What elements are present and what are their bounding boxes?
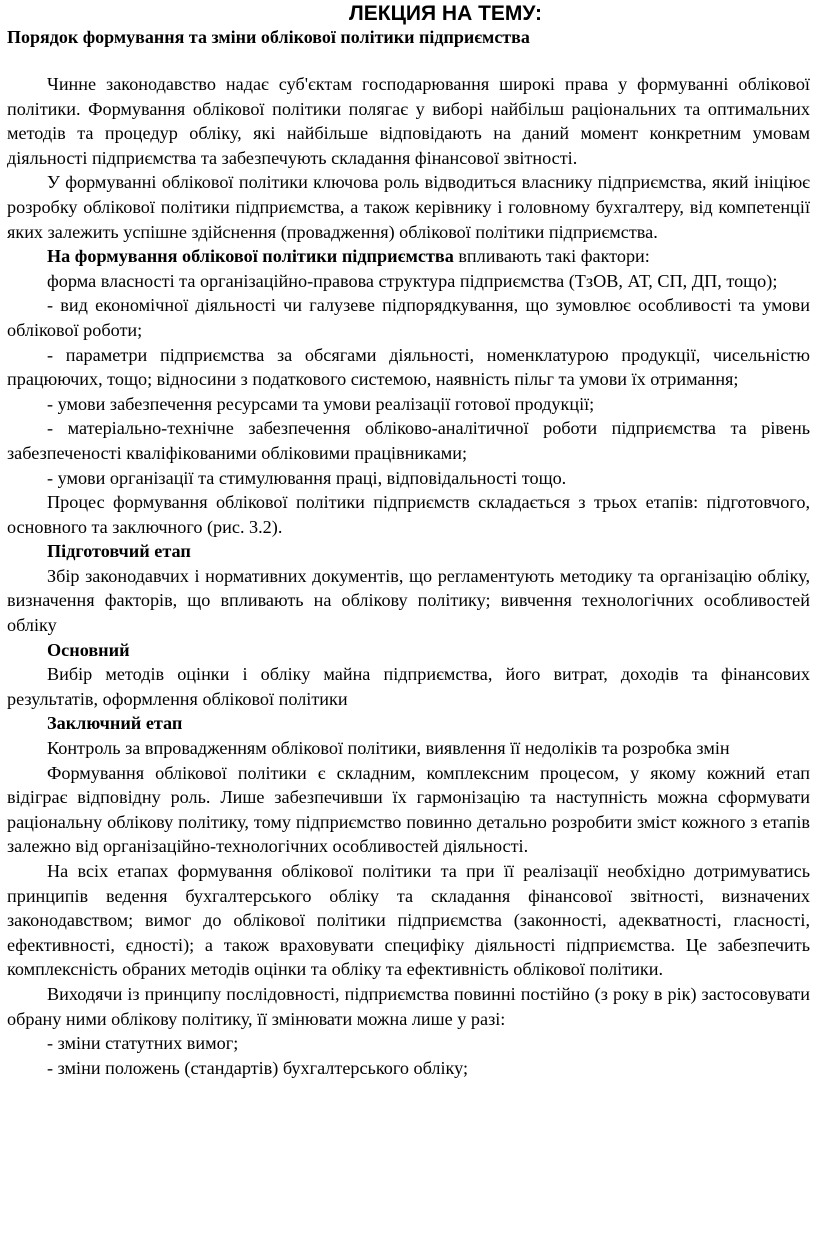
stage-heading-main: Основний — [47, 639, 130, 660]
paragraph-stages: Процес формування облікової політики підприємств складається з трьох етапів: підготовчого, основного та заключного (рис. 3.2). — [7, 492, 810, 537]
document-body — [7, 72, 810, 1080]
change-item: - зміни статутних вимог; — [47, 1033, 239, 1054]
paragraph-consistency: Виходячи із принципу послідовності, підприємства повинні постійно (з року в рік) застосовувати обрану ними облікову політику, її змінювати можна лише у разі: — [7, 983, 810, 1029]
factor-item: - вид економічної діяльності чи галузеве підпорядкування, що зумовлює особливості та умови облікової роботи; — [7, 295, 810, 340]
factor-item: - матеріально-технічне забезпечення обліково-аналітичної роботи підприємства та рівень забезпеченості кваліфікованими обліковими працівниками; — [7, 418, 810, 463]
paragraph-intro: Чинне законодавство надає суб'єктам господарювання широкі права у формуванні облікової політики. Формування облікової політики полягає у виборі найбільш раціональних та оптимальних методів та процедур обліку, які найбільше відповідають на даний момент конкретним умовам діяльності підприємства та забезпечують складання фінансової звітності. — [7, 74, 810, 168]
document-subtitle: Порядок формування та зміни облікової політики підприємства — [7, 27, 530, 47]
change-item: - зміни положень (стандартів) бухгалтерського обліку; — [47, 1057, 469, 1078]
paragraph-roles: У формуванні облікової політики ключова роль відводиться власнику підприємства, який ініціює розробку облікової політики підприємства, а також керівнику і головному бухгалтеру, від компетенції яких залежить успішне здійснення (провадження) облікової політики підприємства. — [7, 172, 810, 242]
factors-bold-text: На формування облікової політики підприємства — [47, 246, 454, 267]
stage-heading-final: Заключний етап — [47, 713, 183, 734]
paragraph-principles: На всіх етапах формування облікової політики та при її реалізації необхідно дотримуватись принципів ведення бухгалтерського обліку та складання фінансової звітності, визначених законодавством; вимог до облікової політики підприємства (законності, адекватності, гласності, ефективності, єдності); а також враховувати специфіку діяльності підприємства. Це забезпечить комплексність обраних методів оцінки та обліку та ефективність облікової політики. — [7, 861, 810, 980]
factor-item: форма власності та організаційно-правова структура підприємства (ТзОВ, АТ, СП, ДП, тощо); — [47, 270, 778, 291]
stage-heading-preparatory: Підготовчий етап — [47, 541, 191, 562]
paragraph-factors-intro — [7, 244, 810, 269]
stage-text-final: Контроль за впровадженням облікової політики, виявлення її недоліків та розробка змін — [47, 738, 730, 759]
factor-item: - умови забезпечення ресурсами та умови реалізації готової продукції; — [47, 393, 595, 414]
stage-text-main: Вибір методів оцінки і обліку майна підприємства, його витрат, доходів та фінансових результатів, оформлення облікової політики — [7, 664, 810, 709]
factor-item: - умови організації та стимулювання праці, відповідальності тощо. — [47, 467, 567, 488]
paragraph-complexity: Формування облікової політики є складним, комплексним процесом, у якому кожний етап відіграє відповідну роль. Лише забезпечивши їх гармонізацію та наступність можна сформувати раціональну облікову політику, тому підприємство повинно детально розробити зміст кожного з етапів залежно від організаційно-технологічних особливостей діяльності. — [7, 762, 810, 857]
factor-item: - параметри підприємства за обсягами діяльності, номенклатурою продукції, чисельністю працюючих, тощо; відносини з податкового системою, наявність пільг та умови їх отримання; — [7, 344, 810, 390]
document-page — [0, 2, 816, 1236]
document-title: ЛЕКЦИЯ НА ТЕМУ: — [349, 2, 542, 25]
stage-text-preparatory: Збір законодавчих і нормативних документів, що регламентують методику та організацію обліку, визначення факторів, що впливають на облікову політику; вивчення технологічних особливостей обліку — [7, 565, 810, 636]
factors-rest-text: впливають такі фактори: — [453, 246, 650, 267]
